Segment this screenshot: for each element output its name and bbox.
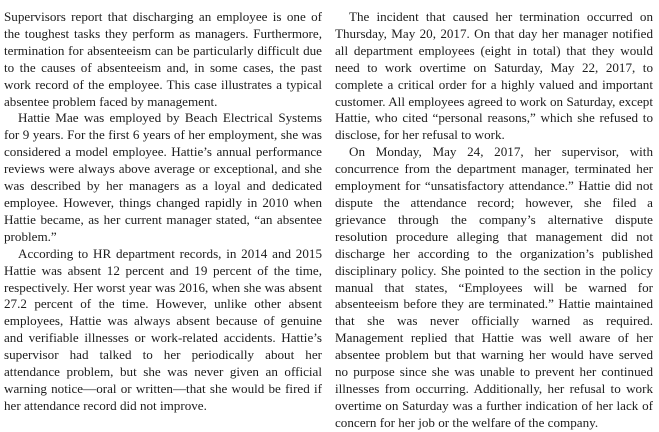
paragraph-employment-history: Hattie Mae was employed by Beach Electrical Systems for 9 years. For the first 6 years of her employment, she was considered a model employee. Hattie’s annual performance reviews were always above average or exceptional, and she was described by her managers as a loyal and dedicated employee. However, things changed rapidly in 2010 when Hattie became, as her current manager stated, “an absentee problem.” xyxy=(4,110,322,244)
left-column xyxy=(4,9,322,415)
paragraph-intro: Supervisors report that discharging an employee is one of the toughest tasks they perform as managers. Furthermore, termination for absenteeism can be particularly difficult due to the causes of absenteeism and, in some cases, the past work record of the employee. This case illustrates a typical absentee problem faced by management. xyxy=(4,9,322,109)
right-column xyxy=(335,9,653,432)
paragraph-termination-grievance: On Monday, May 24, 2017, her supervisor, with concurrence from the department manager, terminated her employment for “unsatisfactory attendance.” Hattie did not dispute the attendance record; however, she filed a grievance through the company’s alternative dispute resolution procedure alleging that management did not discharge her according to the organization’s published disciplinary policy. She pointed to the section in the policy manual that states, “Employees will be warned for absenteeism before they are terminated.” Hattie maintained that she was never officially warned as required. Management replied that Hattie was well aware of her absentee problem but that warning her would have served no purpose since she was unable to prevent her continued illnesses from occurring. Additionally, her refusal to work overtime on Saturday was a further indication of her lack of concern for her job or the welfare of the company. xyxy=(335,144,653,430)
paragraph-attendance-records: According to HR department records, in 2014 and 2015 Hattie was absent 12 percent and 19 percent of the time, respectively. Her worst year was 2016, when she was absent 27.2 percent of the time. However, unlike other absent employees, Hattie was always absent because of genuine and verifiable illnesses or work-related accidents. Hattie’s supervisor had talked to her periodically about her attendance problem, but she was never given an official warning notice—oral or written—that she would be fired if her attendance record did not improve. xyxy=(4,245,322,413)
paragraph-incident: The incident that caused her termination occurred on Thursday, May 20, 2017. On that day her manager notified all department employees (eight in total) that they would need to work overtime on Saturday, May 22, 2017, to complete a critical order for a highly valued and important customer. All employees agreed to work on Saturday, except Hattie, who cited “personal reasons,” which she refused to disclose, for her refusal to work. xyxy=(335,9,653,143)
